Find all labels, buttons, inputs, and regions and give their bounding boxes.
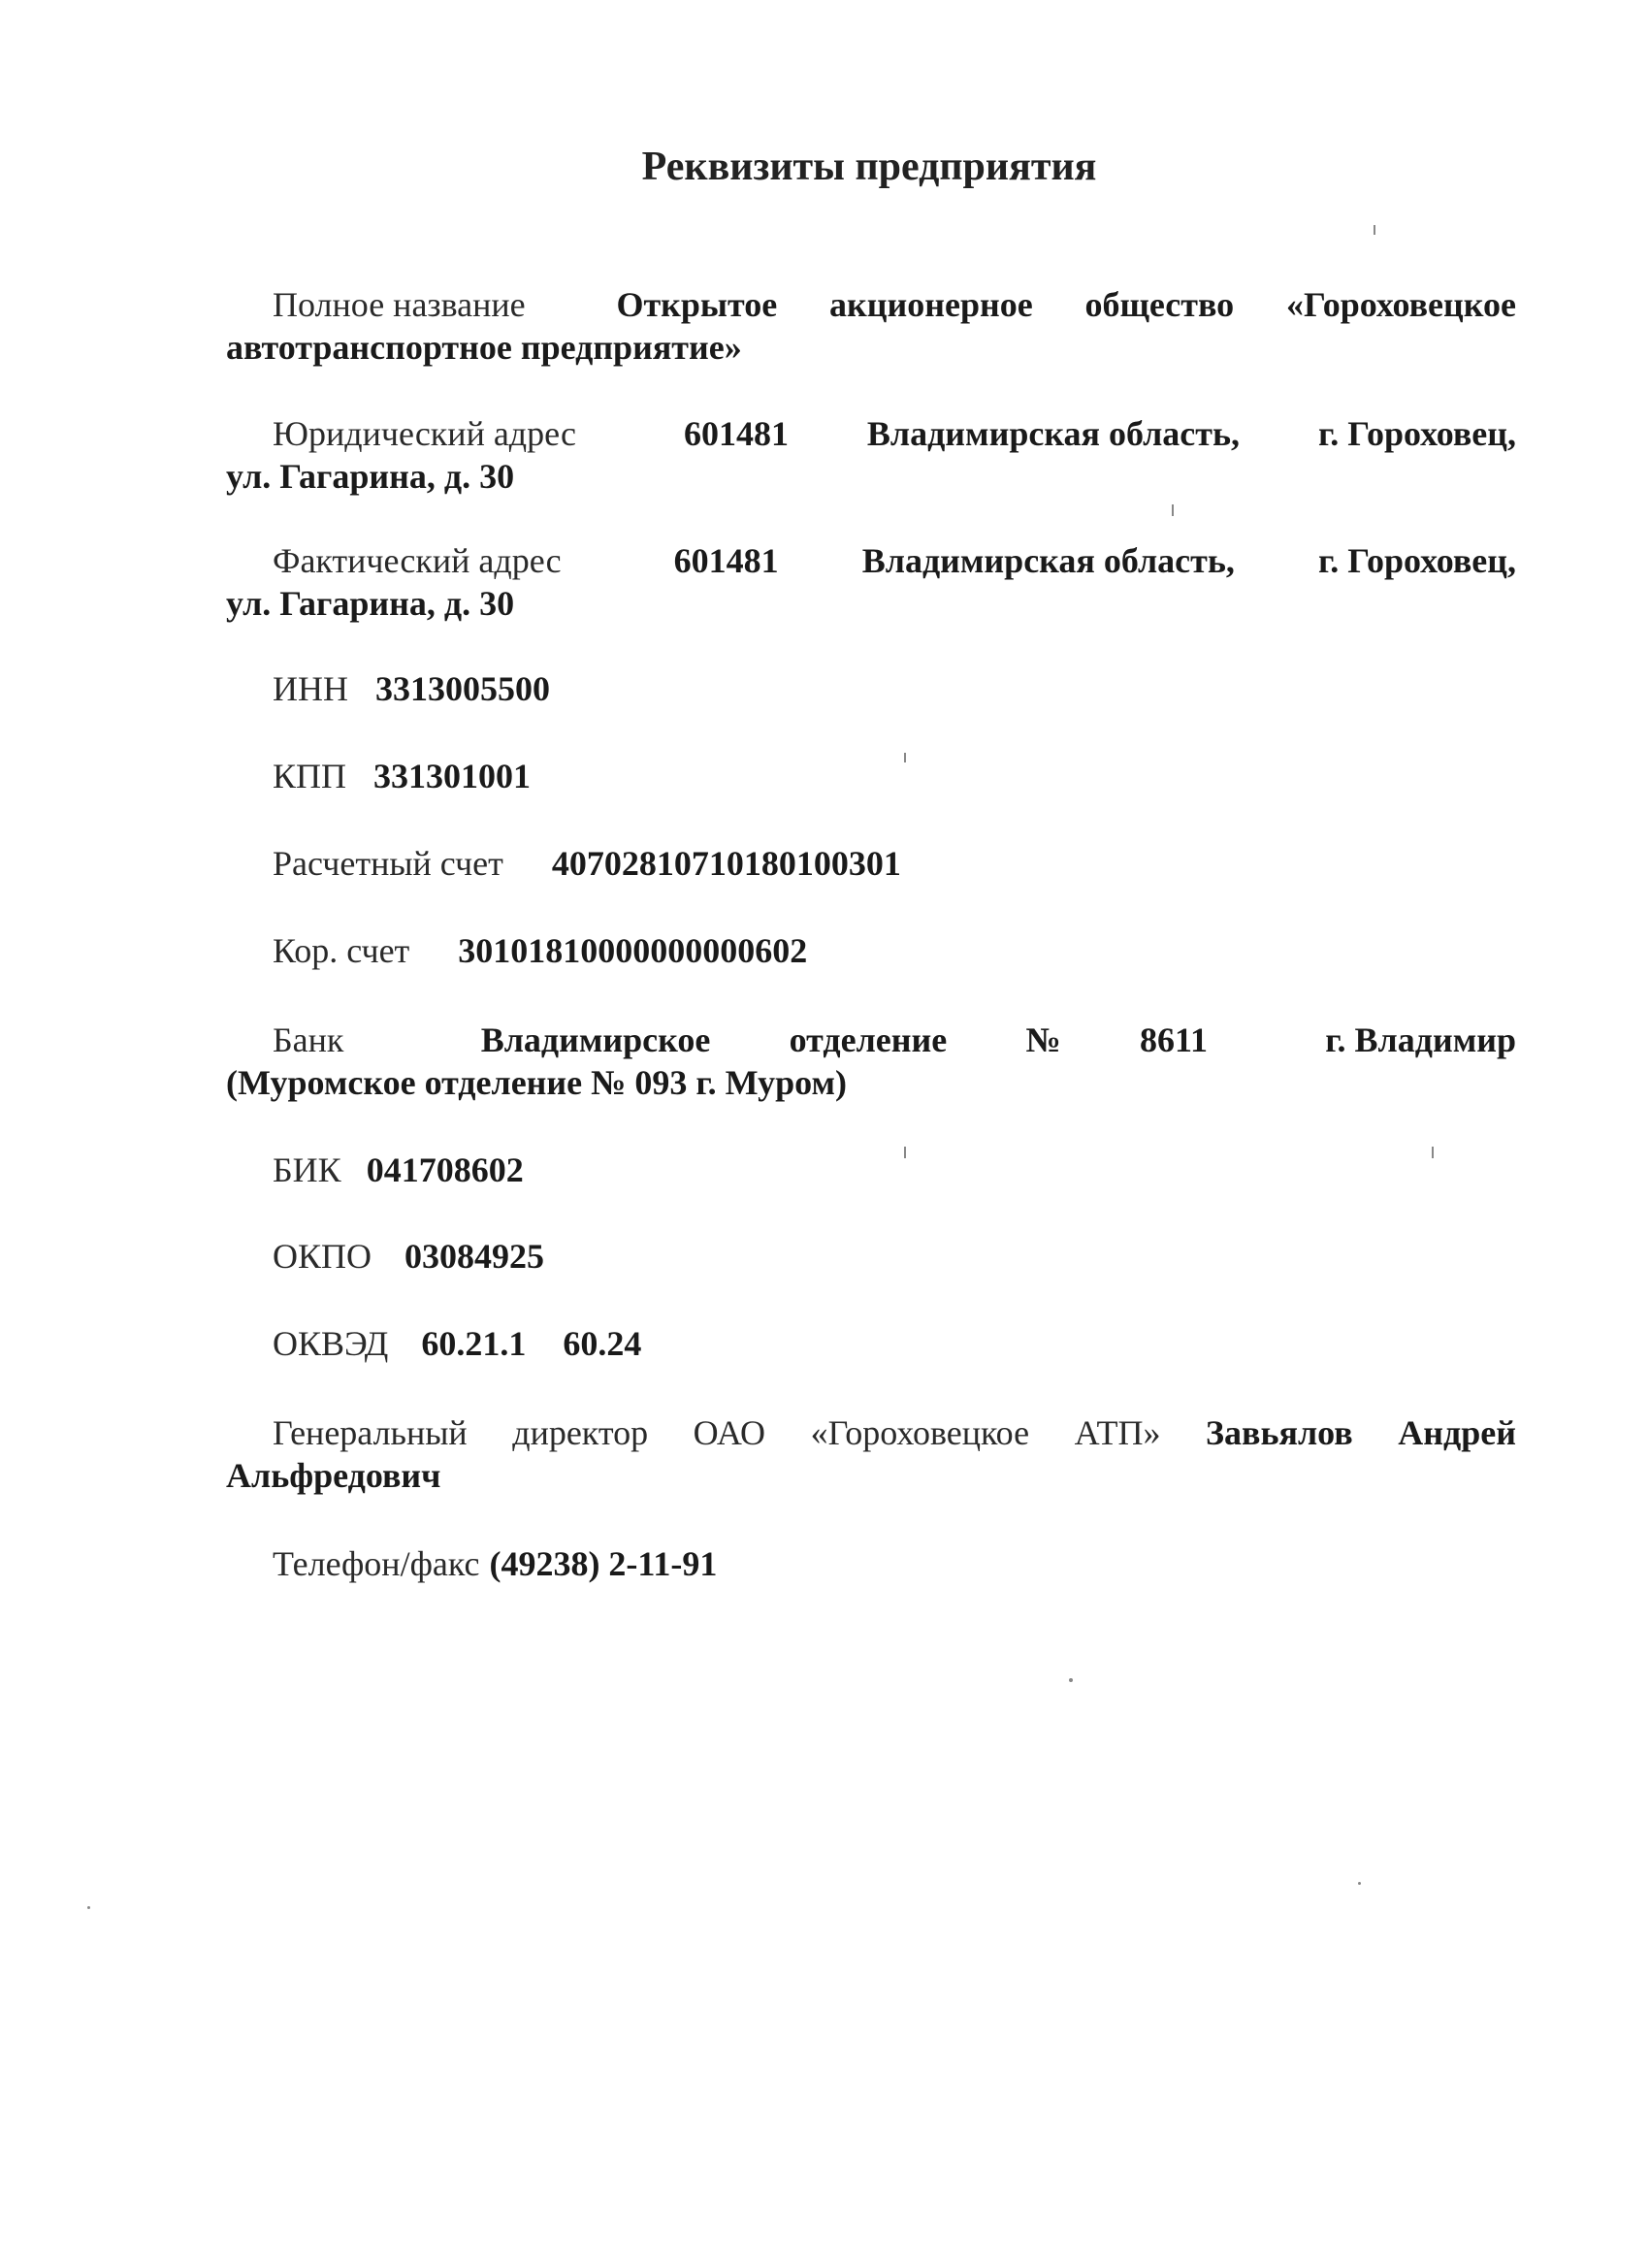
- account-label: Расчетный счет: [273, 844, 503, 883]
- director-name-word: Андрей: [1398, 1413, 1516, 1452]
- legal-address-line-2: [226, 455, 1516, 498]
- bank-word: 8611: [1139, 1021, 1208, 1059]
- okved-label: ОКВЭД: [273, 1324, 389, 1363]
- legal-address-city: г. Гороховец,: [1317, 414, 1516, 453]
- okved-value-1: 60.21.1: [421, 1324, 527, 1363]
- okved-section: [226, 1322, 1516, 1365]
- scan-speck: [904, 1147, 906, 1158]
- scan-speck: [1432, 1147, 1434, 1158]
- legal-address-region: Владимирская область,: [866, 414, 1240, 453]
- legal-address-line-1: [226, 412, 1516, 455]
- director-name-word: Завьялов: [1206, 1413, 1353, 1452]
- actual-address-street: ул. Гагарина, д. 30: [226, 584, 515, 623]
- kpp-value: 331301001: [373, 757, 532, 795]
- actual-address-line-2: [226, 582, 1516, 625]
- full-name-word: Открытое: [616, 285, 778, 324]
- bank-label: Банк: [273, 1021, 344, 1059]
- actual-address-city: г. Гороховец,: [1317, 541, 1516, 580]
- inn-label: ИНН: [273, 669, 348, 708]
- director-word: АТП»: [1074, 1413, 1161, 1452]
- okpo-value: 03084925: [404, 1237, 545, 1276]
- bank-line-2: [226, 1061, 1516, 1104]
- bik-section: [226, 1149, 1516, 1191]
- inn-line: [226, 667, 1516, 710]
- corr-account-label: Кор. счет: [273, 931, 410, 970]
- legal-address-section: [226, 412, 1516, 498]
- bank-line-1: [226, 1019, 1516, 1061]
- bik-line: [226, 1149, 1516, 1191]
- full-name-label: Полное название: [273, 285, 526, 324]
- bank-word: отделение: [789, 1021, 948, 1059]
- director-line-2: [226, 1454, 1516, 1497]
- bank-word: Владимирское: [480, 1021, 711, 1059]
- full-name-value-line2: автотранспортное предприятие»: [226, 328, 742, 367]
- page-title: Реквизиты предприятия: [641, 145, 1097, 189]
- full-name-line-2: [226, 326, 1516, 369]
- scan-speck: [904, 753, 906, 762]
- full-name-line-1: [226, 283, 1516, 326]
- account-section: [226, 842, 1516, 885]
- phone-label: Телефон/факс: [273, 1544, 480, 1583]
- full-name-word: общество: [1084, 285, 1235, 324]
- scan-speck: [87, 1906, 90, 1909]
- account-value: 40702810710180100301: [551, 844, 901, 883]
- director-patronymic: Альфредович: [226, 1456, 441, 1495]
- director-line-1: [226, 1411, 1516, 1454]
- actual-address-region: Владимирская область,: [861, 541, 1235, 580]
- scan-speck: [1374, 225, 1375, 235]
- account-line: [226, 842, 1516, 885]
- director-word: «Гороховецкое: [810, 1413, 1030, 1452]
- phone-line: [226, 1542, 1516, 1585]
- inn-value: 3313005500: [375, 669, 550, 708]
- full-name-word: акционерное: [829, 285, 1033, 324]
- legal-address-label: Юридический адрес: [273, 414, 576, 453]
- scan-speck: [1172, 504, 1174, 516]
- bik-value: 041708602: [366, 1150, 524, 1189]
- director-section: [226, 1411, 1516, 1497]
- phone-value: (49238) 2-11-91: [489, 1544, 718, 1583]
- bank-branch: (Муромское отделение № 093 г. Муром): [226, 1063, 847, 1102]
- full-name-word: «Гороховецкое: [1285, 285, 1516, 324]
- bank-section: [226, 1019, 1516, 1104]
- okpo-section: [226, 1235, 1516, 1278]
- okved-value-2: 60.24: [563, 1324, 642, 1363]
- actual-address-section: [226, 539, 1516, 625]
- actual-address-line-1: [226, 539, 1516, 582]
- legal-address-postcode: 601481: [683, 414, 789, 453]
- phone-section: [226, 1542, 1516, 1585]
- actual-address-label: Фактический адрес: [273, 541, 562, 580]
- kpp-label: КПП: [273, 757, 347, 795]
- corr-account-line: [226, 929, 1516, 972]
- scan-speck: [1358, 1882, 1361, 1885]
- kpp-section: [226, 755, 1516, 797]
- corr-account-section: [226, 929, 1516, 972]
- okved-line: [226, 1322, 1516, 1365]
- director-word: директор: [512, 1413, 649, 1452]
- full-name-section: [226, 283, 1516, 369]
- inn-section: [226, 667, 1516, 710]
- bik-label: БИК: [273, 1150, 341, 1189]
- corr-account-value: 30101810000000000602: [458, 931, 808, 970]
- director-word: Генеральный: [273, 1413, 468, 1452]
- actual-address-postcode: 601481: [673, 541, 779, 580]
- kpp-line: [226, 755, 1516, 797]
- director-word: ОАО: [693, 1413, 766, 1452]
- okpo-label: ОКПО: [273, 1237, 372, 1276]
- okpo-line: [226, 1235, 1516, 1278]
- legal-address-street: ул. Гагарина, д. 30: [226, 457, 515, 496]
- scan-speck: [1069, 1678, 1073, 1682]
- bank-word: №: [1025, 1021, 1061, 1059]
- bank-city: г. Владимир: [1325, 1021, 1516, 1059]
